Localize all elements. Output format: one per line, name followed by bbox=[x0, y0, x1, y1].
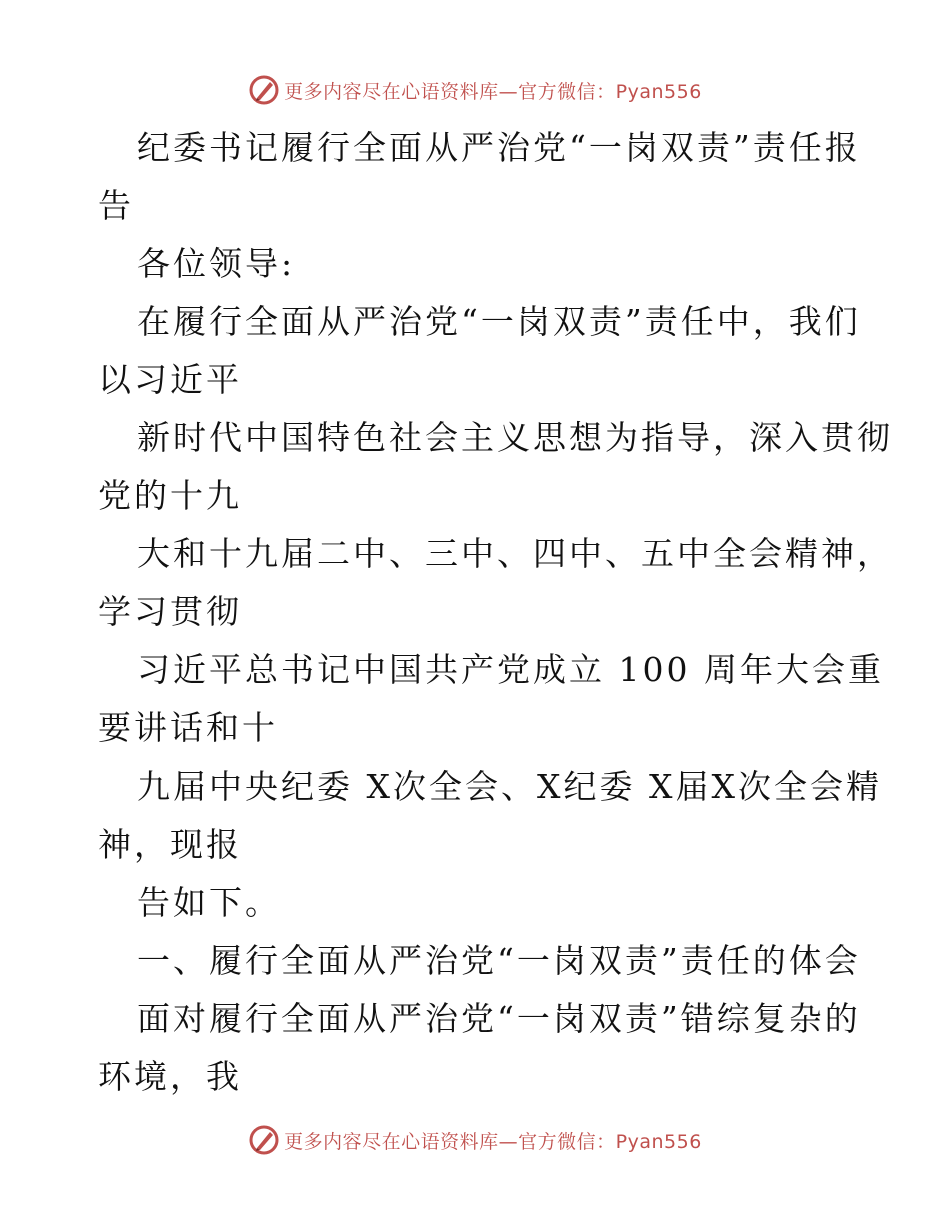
paragraph-line: 习近平总书记中国共产党成立 100 周年大会重 bbox=[137, 650, 884, 689]
section-heading: 一、履行全面从严治党“一岗双责”责任的体会 bbox=[137, 941, 861, 980]
paragraph-line: 在履行全面从严治党“一岗双责”责任中，我们 bbox=[137, 302, 861, 341]
pen-logo-icon bbox=[248, 1124, 280, 1156]
salutation: 各位领导: bbox=[137, 244, 296, 283]
doc-title-line-2: 告 bbox=[98, 186, 134, 225]
paragraph-line: 大和十九届二中、三中、四中、五中全会精神， bbox=[137, 534, 893, 573]
header-watermark bbox=[0, 70, 950, 110]
footer-watermark bbox=[0, 1120, 950, 1160]
paragraph-line: 党的十九 bbox=[98, 476, 242, 515]
paragraph-line: 新时代中国特色社会主义思想为指导，深入贯彻 bbox=[137, 418, 893, 457]
paragraph-line: 神，现报 bbox=[98, 825, 242, 864]
paragraph-line: 要讲话和十 bbox=[98, 708, 278, 747]
paragraph-line: 告如下。 bbox=[137, 883, 281, 922]
paragraph-line: 环境，我 bbox=[98, 1057, 242, 1096]
doc-title-line-1: 纪委书记履行全面从严治党“一岗双责”责任报 bbox=[137, 128, 861, 167]
paragraph-line: 面对履行全面从严治党“一岗双责”错综复杂的 bbox=[137, 999, 861, 1038]
footer-watermark-text: 更多内容尽在心语资料库—官方微信：Pyan556 bbox=[284, 1130, 702, 1153]
paragraph-line: 九届中央纪委 X次全会、X纪委 X届X次全会精 bbox=[137, 767, 882, 806]
header-watermark-text: 更多内容尽在心语资料库—官方微信：Pyan556 bbox=[284, 80, 702, 103]
paragraph-line: 以习近平 bbox=[98, 360, 242, 399]
pen-logo-icon bbox=[248, 74, 280, 106]
paragraph-line: 学习贯彻 bbox=[98, 592, 242, 631]
